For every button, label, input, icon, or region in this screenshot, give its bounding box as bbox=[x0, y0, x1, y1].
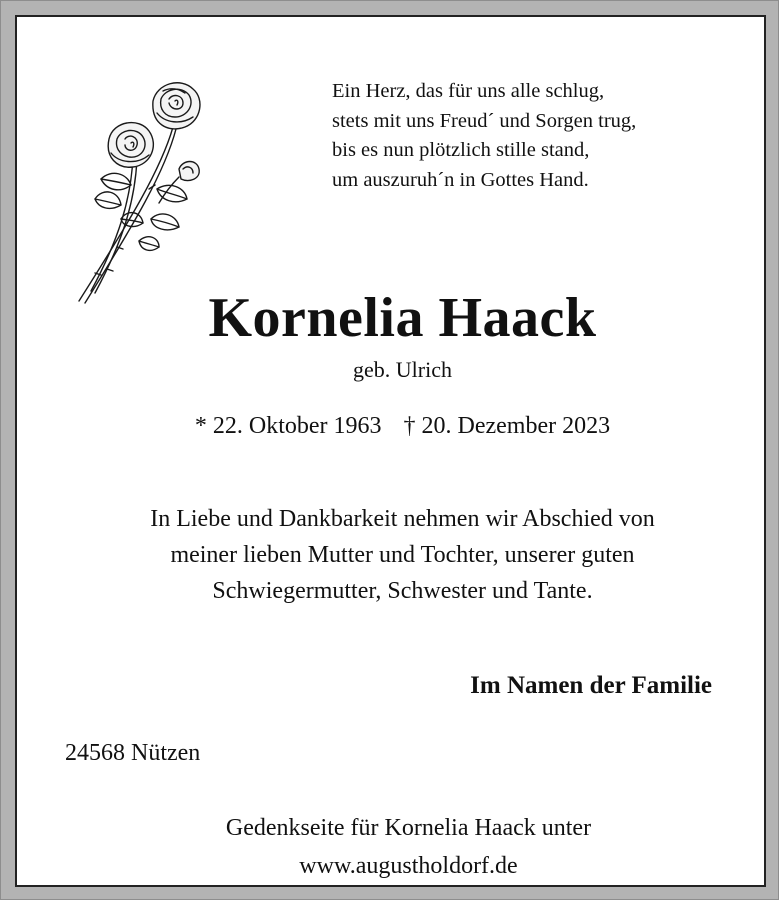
poem-line: stets mit uns Freud´ und Sorgen trug, bbox=[332, 109, 637, 132]
life-dates bbox=[17, 410, 779, 442]
message-line: In Liebe und Dankbarkeit nehmen wir Abschied von bbox=[150, 506, 655, 532]
memorial-link[interactable]: www.augustholdorf.de bbox=[299, 853, 518, 879]
poem-line: bis es nun plötzlich stille stand, bbox=[332, 139, 590, 161]
obituary-card bbox=[15, 15, 766, 887]
family-signature: Im Namen der Familie bbox=[470, 672, 712, 699]
poem bbox=[332, 77, 752, 195]
place: 24568 Nützen bbox=[65, 740, 201, 766]
maiden-name: geb. Ulrich bbox=[353, 357, 452, 382]
farewell-message bbox=[17, 501, 779, 609]
death-date: † 20. Dezember 2023 bbox=[403, 413, 611, 439]
deceased-name: Kornelia Haack bbox=[208, 287, 597, 349]
poem-line: um auszuruh´n in Gottes Hand. bbox=[332, 168, 589, 191]
memorial-text: Gedenkseite für Kornelia Haack unter bbox=[225, 815, 592, 841]
birth-date: * 22. Oktober 1963 bbox=[194, 413, 382, 439]
poem-line: Ein Herz, das für uns alle schlug, bbox=[332, 80, 605, 102]
message-line: Schwiegermutter, Schwester und Tante. bbox=[212, 578, 593, 604]
message-line: meiner lieben Mutter und Tochter, unserer guten bbox=[170, 542, 635, 568]
rose-icon bbox=[61, 69, 211, 309]
memorial-info bbox=[17, 809, 779, 885]
